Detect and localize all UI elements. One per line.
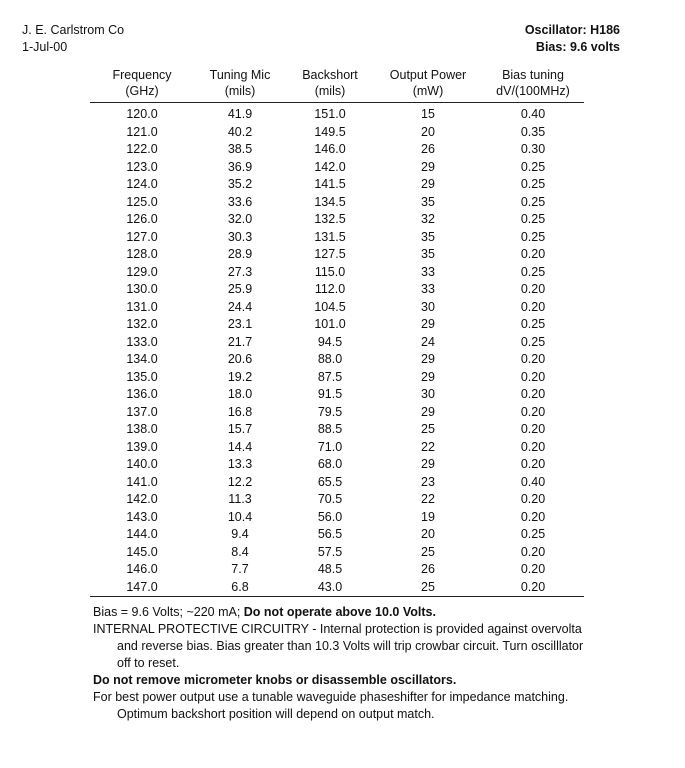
cell-tuning-mic: 41.9 [227,107,253,121]
cell-output-power: 26 [421,562,435,576]
cell-output-power: 33 [421,264,435,279]
cell-tuning-mic: 21.7 [227,334,253,349]
table-row [90,264,584,282]
cell-backshort: 112.0 [314,282,346,296]
cell-backshort: 142.0 [314,159,346,174]
cell-backshort: 132.5 [314,212,346,226]
cell-backshort: 70.5 [317,492,343,506]
cell-bias-tuning: 0.30 [520,142,546,156]
table-row [90,404,584,422]
cell-backshort: 79.5 [317,404,343,419]
cell-bias-tuning: 0.20 [520,422,546,436]
cell-backshort: 151.0 [314,107,346,121]
cell-bias-tuning: 0.20 [520,544,546,559]
cell-frequency: 139.0 [126,439,158,454]
cell-frequency: 134.0 [126,352,158,366]
cell-frequency: 120.0 [126,107,158,121]
cell-output-power: 25 [421,579,435,594]
cell-tuning-mic: 12.2 [227,474,253,489]
table-row [90,509,584,527]
cell-backshort: 68.0 [317,457,343,471]
cell-backshort: 115.0 [314,264,346,279]
cell-frequency: 146.0 [126,562,158,576]
cell-tuning-mic: 32.0 [227,212,253,226]
cell-backshort: 94.5 [317,334,343,349]
cell-bias-tuning: 0.25 [520,317,546,331]
tip-note-line1: For best power output use a tunable waveguide phaseshifter for impedance matching. [93,690,569,704]
cell-tuning-mic: 38.5 [227,142,253,156]
cell-frequency: 129.0 [126,264,158,279]
table-row [90,103,584,124]
cell-bias-tuning: 0.20 [520,352,546,366]
cell-frequency: 145.0 [126,544,158,559]
table-row [90,159,584,177]
cell-backshort: 88.5 [317,422,343,436]
cell-bias-tuning: 0.20 [520,562,546,576]
cell-backshort: 146.0 [314,142,346,156]
table-row [90,474,584,492]
table-row [90,351,584,369]
cell-bias-tuning: 0.20 [520,387,546,401]
table-row [90,299,584,317]
cell-bias-tuning: 0.40 [520,474,546,489]
cell-backshort: 149.5 [314,124,346,139]
cell-tuning-mic: 7.7 [231,562,249,576]
cell-tuning-mic: 35.2 [227,177,253,191]
cell-backshort: 56.0 [317,509,343,524]
column-header-frequency: Frequency (GHz) [112,68,172,98]
table-row [90,176,584,194]
table-row [90,124,584,142]
cell-output-power: 20 [421,527,435,541]
cell-output-power: 20 [421,124,435,139]
table-row [90,386,584,404]
column-header-backshort: Backshort (mils) [302,68,358,98]
oscillator-id: Oscillator: H186 [524,23,620,37]
cell-tuning-mic: 8.4 [231,544,249,559]
cell-tuning-mic: 11.3 [228,492,252,506]
cell-output-power: 35 [421,194,435,209]
cell-output-power: 19 [421,509,435,524]
cell-output-power: 30 [421,387,435,401]
table-row [90,141,584,159]
table-row [90,246,584,264]
cell-frequency: 142.0 [126,492,158,506]
table-row [90,561,584,579]
cell-backshort: 43.0 [317,579,343,594]
column-header-bias-tuning: Bias tuning dV/(100MHz) [496,68,570,98]
cell-frequency: 147.0 [126,579,158,594]
cell-frequency: 137.0 [126,404,158,419]
cell-tuning-mic: 25.9 [227,282,253,296]
cell-output-power: 29 [421,369,435,384]
table-row [90,544,584,562]
cell-output-power: 22 [421,439,435,454]
cell-backshort: 48.5 [317,562,343,576]
cell-tuning-mic: 19.2 [227,369,253,384]
cell-frequency: 127.0 [126,229,158,244]
cell-frequency: 122.0 [126,142,158,156]
cell-tuning-mic: 18.0 [227,387,253,401]
table-row [90,281,584,299]
cell-frequency: 124.0 [126,177,158,191]
cell-frequency: 133.0 [126,334,158,349]
cell-output-power: 22 [421,492,435,506]
cell-output-power: 35 [421,229,435,244]
cell-output-power: 23 [421,474,435,489]
cell-bias-tuning: 0.25 [520,177,546,191]
cell-backshort: 101.0 [314,317,346,331]
cell-tuning-mic: 33.6 [227,194,253,209]
cell-bias-tuning: 0.20 [520,299,546,314]
cell-frequency: 136.0 [126,387,158,401]
table-row [90,334,584,352]
cell-frequency: 125.0 [126,194,158,209]
table-row [90,229,584,247]
table-row [90,421,584,439]
header-right [525,22,620,56]
cell-backshort: 71.0 [317,439,343,454]
cell-tuning-mic: 14.4 [227,439,253,454]
cell-frequency: 135.0 [126,369,158,384]
cell-frequency: 141.0 [126,474,158,489]
cell-bias-tuning: 0.20 [520,579,546,594]
cell-frequency: 138.0 [126,422,158,436]
table-row [90,194,584,212]
cell-backshort: 127.5 [314,247,346,261]
cell-bias-tuning: 0.25 [520,527,546,541]
cell-backshort: 131.5 [314,229,346,244]
cell-backshort: 134.5 [314,194,346,209]
cell-tuning-mic: 24.4 [227,299,253,314]
cell-bias-tuning: 0.20 [520,439,546,454]
protection-note-line2: and reverse bias. Bias greater than 10.3 Volts will trip crowbar circuit. Turn oscilllator [117,639,584,653]
notes-section [93,604,653,723]
cell-bias-tuning: 0.20 [520,509,546,524]
table-header [90,67,584,103]
cell-backshort: 87.5 [317,369,343,384]
cell-output-power: 30 [421,299,435,314]
cell-bias-tuning: 0.25 [520,264,546,279]
cell-output-power: 24 [421,334,435,349]
cell-output-power: 33 [421,282,435,296]
cell-backshort: 56.5 [317,527,343,541]
cell-tuning-mic: 15.7 [227,422,253,436]
cell-tuning-mic: 10.4 [227,509,253,524]
cell-bias-tuning: 0.20 [520,457,546,471]
cell-bias-tuning: 0.25 [520,334,546,349]
bias-note: Bias = 9.6 Volts; ~220 mA; Do not operate above 10.0 Volts. [93,605,436,619]
table-row [90,211,584,229]
cell-output-power: 29 [421,457,435,471]
cell-frequency: 143.0 [126,509,158,524]
table-row [90,526,584,544]
table-body [90,103,584,597]
table-row [90,456,584,474]
cell-tuning-mic: 27.3 [227,264,253,279]
cell-tuning-mic: 13.3 [227,457,253,471]
cell-bias-tuning: 0.35 [520,124,546,139]
cell-bias-tuning: 0.25 [520,194,546,209]
cell-tuning-mic: 16.8 [227,404,253,419]
cell-bias-tuning: 0.20 [520,492,546,506]
cell-output-power: 25 [421,544,435,559]
oscillator-data-table [90,67,584,597]
cell-output-power: 29 [421,317,435,331]
table-row [90,316,584,334]
cell-bias-tuning: 0.20 [520,369,546,384]
cell-backshort: 88.0 [317,352,343,366]
cell-frequency: 140.0 [126,457,158,471]
cell-backshort: 104.5 [314,299,346,314]
company-name: J. E. Carlstrom Co [22,23,125,37]
cell-bias-tuning: 0.20 [520,282,546,296]
cell-bias-tuning: 0.25 [520,212,546,226]
document-date: 1-Jul-00 [22,40,68,54]
cell-backshort: 141.5 [314,177,346,191]
cell-bias-tuning: 0.40 [520,107,546,121]
cell-frequency: 121.0 [126,124,158,139]
cell-output-power: 15 [421,107,435,121]
cell-output-power: 32 [421,212,435,226]
column-header-output-power: Output Power (mW) [389,68,467,98]
cell-frequency: 132.0 [126,317,158,331]
cell-tuning-mic: 30.3 [227,229,253,244]
cell-output-power: 29 [421,159,435,174]
cell-output-power: 26 [421,142,435,156]
cell-frequency: 131.0 [126,299,158,314]
header-left [22,22,124,56]
cell-tuning-mic: 20.6 [227,352,253,366]
cell-output-power: 35 [421,247,435,261]
cell-tuning-mic: 6.8 [231,579,249,594]
cell-backshort: 65.5 [317,474,343,489]
cell-tuning-mic: 9.4 [231,527,249,541]
table-row [90,491,584,509]
cell-backshort: 57.5 [317,544,343,559]
cell-bias-tuning: 0.20 [520,247,546,261]
cell-output-power: 29 [421,177,435,191]
cell-tuning-mic: 23.1 [227,317,253,331]
bias-voltage: Bias: 9.6 volts [535,40,620,54]
tip-note-line2: Optimum backshort position will depend on output match. [117,707,435,721]
table-row [90,579,584,597]
column-header-tuning-mic: Tuning Mic (mils) [209,68,271,98]
cell-tuning-mic: 28.9 [227,247,253,261]
protection-note-line1: INTERNAL PROTECTIVE CIRCUITRY - Internal protection is provided against overvolta [93,622,582,636]
cell-frequency: 126.0 [126,212,158,226]
cell-frequency: 130.0 [126,282,158,296]
cell-bias-tuning: 0.25 [520,159,546,174]
cell-bias-tuning: 0.25 [520,229,546,244]
cell-tuning-mic: 40.2 [227,124,253,139]
cell-output-power: 29 [421,352,435,366]
cell-tuning-mic: 36.9 [227,159,253,174]
cell-frequency: 144.0 [126,527,158,541]
table-row [90,369,584,387]
cell-backshort: 91.5 [317,387,343,401]
cell-output-power: 25 [421,422,435,436]
cell-frequency: 128.0 [126,247,158,261]
cell-output-power: 29 [421,404,435,419]
warning-note: Do not remove micrometer knobs or disassemble oscillators. [93,673,457,687]
cell-bias-tuning: 0.20 [520,404,546,419]
table-row [90,439,584,457]
cell-frequency: 123.0 [126,159,158,174]
protection-note-line3: off to reset. [117,656,180,670]
